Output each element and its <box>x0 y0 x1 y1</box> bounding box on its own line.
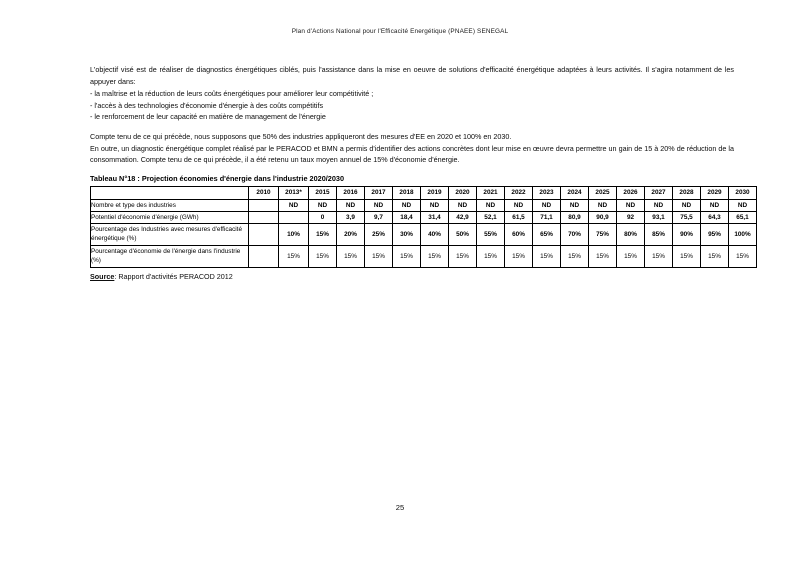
column-header-2017: 2017 <box>365 186 393 199</box>
cell: 92 <box>617 211 645 223</box>
column-header-2020: 2020 <box>449 186 477 199</box>
column-header-2013: 2013* <box>279 186 309 199</box>
cell: 71,1 <box>533 211 561 223</box>
column-header-2024: 2024 <box>561 186 589 199</box>
source-label: Source <box>90 271 115 281</box>
cell: ND <box>645 199 673 211</box>
cell: 64,3 <box>701 211 729 223</box>
row-label-pourcentage-industries: Pourcentage des Industries avec mesures d'efficacité énergétique (%) <box>91 223 249 245</box>
cell: ND <box>421 199 449 211</box>
column-header-2026: 2026 <box>617 186 645 199</box>
cell: ND <box>309 199 337 211</box>
cell: 15% <box>309 245 337 267</box>
cell: 40% <box>421 223 449 245</box>
cell: 15% <box>421 245 449 267</box>
column-header-2018: 2018 <box>393 186 421 199</box>
cell: 15% <box>449 245 477 267</box>
cell: ND <box>337 199 365 211</box>
cell: ND <box>561 199 589 211</box>
cell: ND <box>449 199 477 211</box>
cell <box>249 245 279 267</box>
cell: ND <box>533 199 561 211</box>
cell: 70% <box>561 223 589 245</box>
paragraph-assumptions: Compte tenu de ce qui précède, nous supposons que 50% des industries appliqueront des mesures d'EE en 2020 et 100% en 2030. <box>90 131 512 141</box>
paragraph-objective: L'objectif visé est de réaliser de diagnostics énergétiques ciblés, puis l'assistance dans la mise en oeuvre de solutions d'efficacité énergétique adaptées à leurs activités. Il s'agira notamment de les appuyer dans: <box>90 65 734 86</box>
row-label-nombre-industries: Nombre et type des industries <box>91 199 249 211</box>
cell: 75,5 <box>673 211 701 223</box>
projection-table <box>90 186 757 268</box>
cell: 60% <box>505 223 533 245</box>
cell: 3,9 <box>337 211 365 223</box>
source-text: : Rapport d'activités PERACOD 2012 <box>114 271 233 281</box>
cell: 15% <box>589 245 617 267</box>
cell: 15% <box>365 245 393 267</box>
cell: ND <box>673 199 701 211</box>
cell: ND <box>505 199 533 211</box>
column-header-2028: 2028 <box>673 186 701 199</box>
intro-paragraph-block <box>90 64 734 87</box>
cell: ND <box>617 199 645 211</box>
cell: 20% <box>337 223 365 245</box>
page-content <box>90 64 751 281</box>
cell: 100% <box>729 223 757 245</box>
column-header-2016: 2016 <box>337 186 365 199</box>
cell: 15% <box>673 245 701 267</box>
assumption-paragraph-block <box>90 131 734 143</box>
cell: 93,1 <box>645 211 673 223</box>
cell: 65,1 <box>729 211 757 223</box>
bullet-item: - la maîtrise et la réduction de leurs coûts énergétiques pour améliorer leur compétitivité ; <box>90 89 374 99</box>
cell: 15% <box>279 245 309 267</box>
cell: 15% <box>309 223 337 245</box>
cell: ND <box>589 199 617 211</box>
cell: 80% <box>617 223 645 245</box>
row-label-potentiel-economie: Potentiel d'économie d'énergie (GWh) <box>91 211 249 223</box>
cell: 31,4 <box>421 211 449 223</box>
cell: 75% <box>589 223 617 245</box>
table-corner-cell <box>91 186 249 199</box>
column-header-2030: 2030 <box>729 186 757 199</box>
table-header-row <box>91 186 757 199</box>
cell: ND <box>365 199 393 211</box>
cell: ND <box>701 199 729 211</box>
cell: 18,4 <box>393 211 421 223</box>
table-row <box>91 245 757 267</box>
cell: 15% <box>701 245 729 267</box>
row-label-pourcentage-economie: Pourcentage d'économie de l'énergie dans l'industrie (%) <box>91 245 249 267</box>
cell: 30% <box>393 223 421 245</box>
cell: 52,1 <box>477 211 505 223</box>
cell: 95% <box>701 223 729 245</box>
column-header-2021: 2021 <box>477 186 505 199</box>
cell: ND <box>279 199 309 211</box>
column-header-2023: 2023 <box>533 186 561 199</box>
cell: 9,7 <box>365 211 393 223</box>
cell: 15% <box>477 245 505 267</box>
column-header-2010: 2010 <box>249 186 279 199</box>
cell: 15% <box>561 245 589 267</box>
bullet-item: - le renforcement de leur capacité en matière de management de l'énergie <box>90 112 326 122</box>
cell <box>249 223 279 245</box>
cell: 10% <box>279 223 309 245</box>
cell: 90,9 <box>589 211 617 223</box>
cell: 25% <box>365 223 393 245</box>
column-header-2019: 2019 <box>421 186 449 199</box>
bullet-list <box>90 88 734 123</box>
column-header-2027: 2027 <box>645 186 673 199</box>
cell: ND <box>729 199 757 211</box>
column-header-2022: 2022 <box>505 186 533 199</box>
column-header-2029: 2029 <box>701 186 729 199</box>
cell: ND <box>477 199 505 211</box>
cell: 15% <box>505 245 533 267</box>
cell: 15% <box>617 245 645 267</box>
cell: 65% <box>533 223 561 245</box>
paragraph-diagnostic: En outre, un diagnostic énergétique complet réalisé par le PERACOD et BMN a permis d'identifier des actions concrètes dont leur mise en œuvre devra permettre un gain de 15 à 20% de réduction de la consommation. Compte tenu de ce qui précède, il a été retenu un taux moyen annuel de 15% d'économie d'énergie. <box>90 143 734 165</box>
column-header-2015: 2015 <box>309 186 337 199</box>
cell: 15% <box>729 245 757 267</box>
cell: 15% <box>533 245 561 267</box>
column-header-2025: 2025 <box>589 186 617 199</box>
cell: ND <box>393 199 421 211</box>
cell: 15% <box>337 245 365 267</box>
table-row <box>91 211 757 223</box>
cell: 80,9 <box>561 211 589 223</box>
cell: 50% <box>449 223 477 245</box>
cell: 61,5 <box>505 211 533 223</box>
table-caption: Tableau N°18 : Projection économies d'énergie dans l'industrie 2020/2030 <box>90 173 345 183</box>
bullet-item: - l'accès à des technologies d'économie d'énergie à des coûts compétitifs <box>90 100 324 110</box>
cell: 55% <box>477 223 505 245</box>
cell <box>279 211 309 223</box>
cell: 90% <box>673 223 701 245</box>
running-header: Plan d'Actions National pour l'Efficacité Energétique (PNAEE) SENEGAL <box>291 28 509 35</box>
table-row <box>91 199 757 211</box>
cell: 42,9 <box>449 211 477 223</box>
source-line <box>90 272 734 281</box>
diagnostic-paragraph-block <box>90 143 734 166</box>
cell <box>249 211 279 223</box>
cell: 85% <box>645 223 673 245</box>
table-row <box>91 223 757 245</box>
cell: 15% <box>645 245 673 267</box>
cell: 15% <box>393 245 421 267</box>
cell <box>249 199 279 211</box>
page-number: 25 <box>395 503 405 512</box>
cell: 0 <box>309 211 337 223</box>
